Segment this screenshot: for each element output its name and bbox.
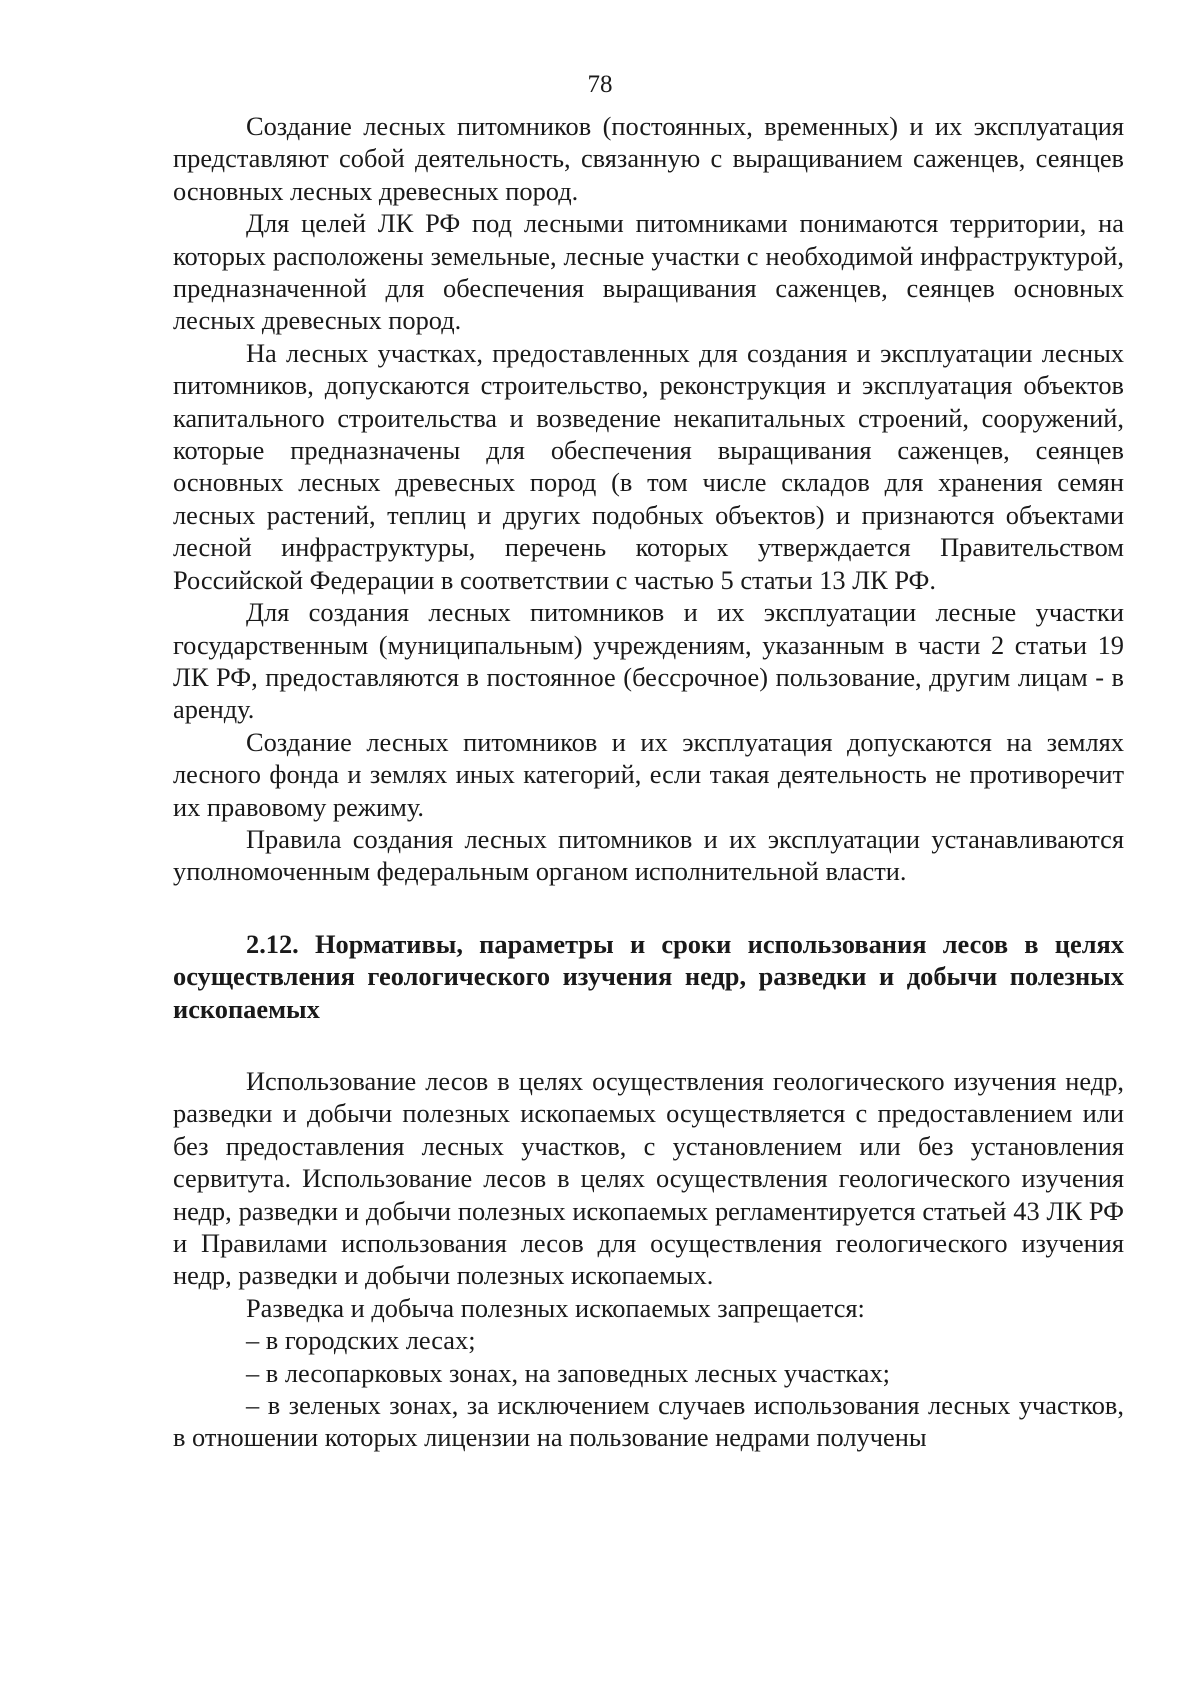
- paragraph: Создание лесных питомников и их эксплуатация допускаются на землях лесного фонда и землях иных категорий, если такая деятельность не противоречит их правовому режиму.: [173, 726, 1124, 822]
- page-number: 78: [587, 71, 613, 98]
- paragraph: На лесных участках, предоставленных для создания и эксплуатации лесных питомников, допускаются строительство, реконструкция и эксплуатация объектов капитального строительства и возведение некапитальных строений, сооружений, которые предназначены для обеспечения выращивания саженцев, сеянцев основных лесных древесных пород (в том числе складов для хранения семян лесных растений, теплиц и других подобных объектов) и признаются объектами лесной инфраструктуры, перечень которых утверждается Правительством Российской Федерации в соответствии с частью 5 статьи 13 ЛК РФ.: [173, 337, 1124, 595]
- list-item: – в зеленых зонах, за исключением случаев использования лесных участков, в отношении которых лицензии на пользование недрами получены: [173, 1390, 1124, 1453]
- paragraph: Для целей ЛК РФ под лесными питомниками понимаются территории, на которых расположены земельные, лесные участки с необходимой инфраструктурой, предназначенной для обеспечения выращивания саженцев, сеянцев основных лесных древесных пород.: [173, 208, 1124, 336]
- section-spacer: [173, 1025, 1124, 1065]
- paragraph: Для создания лесных питомников и их эксплуатации лесные участки государственным (муниципальным) учреждениям, указанным в части 2 статьи 19 ЛК РФ, предоставляются в постоянное (бессрочное) пользование, другим лицам - в аренду.: [173, 597, 1124, 725]
- paragraph: Создание лесных питомников (постоянных, временных) и их эксплуатация представляют собой деятельность, связанную с выращиванием саженцев, сеянцев основных лесных древесных пород.: [173, 111, 1124, 206]
- page-content: [173, 110, 1124, 1454]
- paragraph: Разведка и добыча полезных ископаемых запрещается:: [246, 1292, 865, 1323]
- paragraph: Использование лесов в целях осуществления геологического изучения недр, разведки и добычи полезных ископаемых осуществляется с предоставлением или без предоставления лесных участков, с установлением или без установления сервитута. Использование лесов в целях осуществления геологического изучения недр, разведки и добычи полезных ископаемых регламентируется статьей 43 ЛК РФ и Правилами использования лесов для осуществления геологического изучения недр, разведки и добычи полезных ископаемых.: [173, 1065, 1124, 1291]
- section-heading: 2.12. Нормативы, параметры и сроки использования лесов в целях осуществления геологического изучения недр, разведки и добычи полезных ископаемых: [173, 928, 1124, 1024]
- list-item: – в городских лесах;: [246, 1325, 476, 1356]
- paragraph: Правила создания лесных питомников и их эксплуатации устанавливаются уполномоченным федеральным органом исполнительной власти.: [173, 823, 1124, 887]
- list-item: – в лесопарковых зонах, на заповедных лесных участках;: [246, 1357, 890, 1388]
